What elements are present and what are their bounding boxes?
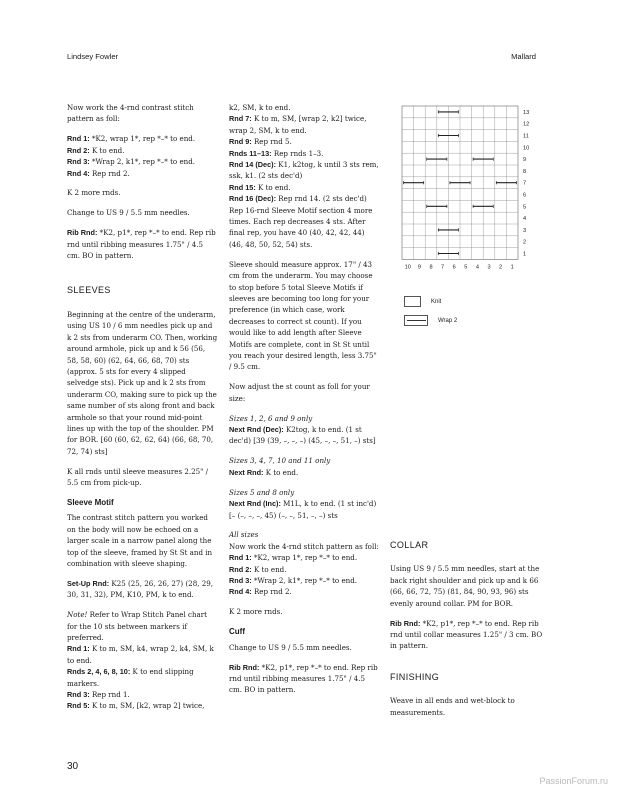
chart-row-label: 7 [523, 180, 527, 187]
chart-col-label: 1 [510, 264, 514, 271]
size-group-3 [229, 487, 380, 521]
chart-row-label: 2 [523, 239, 527, 246]
round-line [229, 193, 380, 204]
setup-round [67, 578, 218, 601]
round-text: *Wrap 2, k1*, rep *–* to end. [89, 157, 196, 167]
round-text: Rep rnd 2. [89, 168, 130, 178]
chart-col-label: 5 [464, 264, 468, 271]
page-number: 30 [67, 761, 79, 772]
round-line [229, 148, 380, 159]
column-right [390, 540, 545, 726]
round-text: *K2, wrap 1*, rep *–* to end. [251, 553, 358, 563]
chart-col-label: 10 [404, 264, 411, 271]
wrap-stitch-chart [400, 104, 540, 276]
motif-rounds [67, 609, 218, 712]
chart-row-label: 9 [523, 157, 527, 164]
collar-rib-round [390, 618, 545, 652]
chart-row-label: 11 [523, 133, 529, 140]
round-text: *Wrap 2, k1*, rep *–* to end. [251, 576, 358, 586]
finishing-heading: FINISHING [390, 671, 440, 682]
round-line [67, 666, 218, 689]
note-line [67, 609, 218, 643]
round-line [229, 552, 380, 563]
instruction-label: Next Rnd (Dec): [229, 425, 284, 435]
collar-paragraph: Using US 9 / 5.5 mm needles, start at the back right shoulder and pick up and k 66 (66, 66, 72, 75) (81, 84, 90, 93, 96) sts evenly around collar. PM for BOR. [390, 564, 540, 608]
chart-col-label: 8 [429, 264, 433, 271]
round-label: Rnds 11–13: [229, 148, 272, 158]
note-text: Refer to Wrap Stitch Panel chart for the 10 sts between markers if preferred. [67, 610, 208, 643]
chart-row-label: 6 [523, 192, 527, 199]
round-label: Rnd 1: [67, 644, 90, 654]
round-text: Rep rnd 5. [251, 137, 292, 147]
rib-label: Rib Rnd: [67, 228, 98, 238]
round-line [67, 689, 218, 700]
finishing-paragraph: Weave in all ends and wet-block to measurements. [390, 696, 515, 717]
round-line [229, 586, 380, 597]
round-text: K to m, SM, [k2, wrap 2] twice, [89, 701, 205, 711]
round-label: Rnd 16 (Dec): [229, 194, 277, 204]
round-text: Rep rnd 14. (2 sts dec'd) [276, 194, 367, 204]
size-heading: All sizes [229, 530, 259, 540]
round-line [67, 700, 218, 711]
contrast-rnds [67, 133, 218, 179]
legend-knit [404, 296, 441, 307]
round-text: Rep rnd 1. [89, 690, 130, 700]
instruction-text: M1L, k to end. (1 st inc'd) [– (–, –, –, 45) (–, –, 51, –, –) sts [229, 499, 377, 520]
note-label: Note! [67, 610, 88, 620]
chart-row-label: 3 [523, 227, 527, 234]
rib-text: *K2, p1*, rep *–* to end. Rep rib rnd until collar measures 1.25" / 3 cm. BO in pattern. [390, 618, 543, 651]
chart-col-label: 4 [475, 264, 479, 271]
round-label: Rnd 5: [67, 701, 90, 711]
round-text: K to end. [255, 182, 291, 192]
chart-col-label: 9 [417, 264, 421, 271]
round-line [67, 145, 218, 156]
round-line [67, 133, 218, 144]
round-text: K to end. [251, 564, 287, 574]
round-text: Rep rnd 2. [251, 587, 292, 597]
round-text: K1, k2tog, k until 3 sts rem, ssk, k1. (2 sts dec'd) [229, 160, 379, 181]
knit-symbol-icon [404, 296, 421, 307]
legend-wrap-label: Wrap 2 [438, 318, 458, 325]
round-line [229, 564, 380, 575]
instruction-label: Next Rnd (Inc): [229, 499, 281, 509]
chart-row-label: 1 [523, 251, 527, 258]
round-line [229, 102, 380, 113]
sleeves-paragraph: Beginning at the centre of the underarm, using US 10 / 6 mm needles pick up and k 2 sts from underarm CO. Then, working around armhole, pick up and k 56 (56, 58, 58, 60) (62, 64, 66, 68, 70) sts (approx. 5 sts for every 4 slipped selvedge sts). Pick up and k 2 sts from underarm CO, making sure to pick up the same number of sts along front and back armhole so that your round mid-point lines up with the top of the shoulder. PM for BOR. [60 (60, 62, 62, 64) (66, 68, 70, 72, 74) sts] [67, 309, 218, 456]
round-text: K to m, SM, [wrap 2, k2] twice, wrap 2, SM, k to end. [229, 114, 367, 135]
chart-row-label: 5 [523, 204, 527, 211]
round-label: Rnd 1: [229, 553, 252, 563]
round-text: K to end slipping markers. [67, 667, 194, 688]
round-line [229, 136, 380, 147]
round-label: Rnd 2: [229, 564, 252, 574]
sleeves-heading: SLEEVES [67, 285, 111, 296]
watermark: PassionForum.ru [539, 776, 608, 786]
round-text: *K2, wrap 1*, rep *–* to end. [89, 134, 196, 144]
round-label: Rnd 2: [67, 145, 90, 155]
round-line [67, 156, 218, 167]
round-text: K to end. [89, 145, 125, 155]
rib-text: *K2, p1*, rep *–* to end. Rep rib rnd until ribbing measures 1.75" / 4.5 cm. BO in pattern. [67, 228, 216, 261]
round-label: Rnd 3: [67, 690, 90, 700]
sleeve-rounds-cont [229, 102, 380, 250]
chart-row-label: 10 [523, 145, 530, 152]
round-label: Rnd 3: [229, 576, 252, 586]
round-text: Rep rnds 1–3. [271, 148, 324, 158]
sleeves-measure: K all rnds until sleeve measures 2.25" / 5.5 cm from pick-up. [67, 466, 209, 488]
all-sizes-group [229, 529, 380, 597]
size-group-2 [229, 455, 380, 478]
chart-col-label: 3 [487, 264, 491, 271]
collar-heading: COLLAR [390, 540, 429, 550]
intro-text: Now work the 4-rnd contrast stitch pattern as foll: [67, 103, 194, 124]
all-sizes-intro: Now work the 4-rnd stitch pattern as foll: [229, 541, 379, 551]
round-line [229, 182, 380, 193]
rib-round [67, 227, 218, 261]
rib-label: Rib Rnd: [390, 618, 421, 628]
more-rounds: K 2 more rnds. [229, 607, 283, 617]
cuff-rib-round [229, 662, 380, 696]
chart-row-label: 4 [523, 216, 527, 223]
size-heading: Sizes 1, 2, 6 and 9 only [229, 413, 313, 423]
round-line [229, 159, 380, 182]
chart-col-label: 7 [441, 264, 445, 271]
round-line [229, 575, 380, 586]
size-heading: Sizes 3, 4, 7, 10 and 11 only [229, 456, 331, 466]
setup-label: Set-Up Rnd: [67, 578, 110, 588]
cuff-needle-change: Change to US 9 / 5.5 mm needles. [229, 642, 352, 652]
size-instruction [229, 498, 380, 521]
header-title: Mallard [511, 52, 536, 61]
chart-col-label: 6 [452, 264, 456, 271]
chart-col-label: 2 [499, 264, 503, 271]
round-label: Rnd 1: [67, 134, 90, 144]
round-label: Rnd 7: [229, 114, 252, 124]
sleeve-motif-heading: Sleeve Motif [67, 497, 114, 507]
rib-text: *K2, p1*, rep *–* to end. Rep rib rnd until ribbing measures 1.75" / 4.5 cm. BO in pattern. [229, 662, 378, 695]
wrap-symbol-icon [404, 315, 428, 326]
round-line [229, 113, 380, 136]
size-instruction [229, 424, 380, 447]
round-label: Rnd 3: [67, 157, 90, 167]
round-line [67, 643, 218, 666]
round-label: Rnds 2, 4, 6, 8, 10: [67, 667, 131, 677]
round-label: Rnd 4: [67, 168, 90, 178]
size-heading: Sizes 5 and 8 only [229, 487, 295, 497]
cuff-heading: Cuff [229, 627, 245, 637]
chart-row-label: 8 [523, 168, 527, 175]
chart-row-label: 13 [523, 109, 530, 116]
round-label: Rnd 15: [229, 182, 256, 192]
round-label: Rnd 14 (Dec): [229, 160, 277, 170]
repeat-text: Rep 16-rnd Sleeve Motif section 4 more times. Each rep decreases 4 sts. After final rep, you have 40 (40, 42, 42, 44) (46, 48, 50, 52, 54) sts. [229, 205, 373, 249]
instruction-text: K to end. [263, 467, 299, 477]
needle-change: Change to US 9 / 5.5 mm needles. [67, 208, 190, 218]
legend-wrap [404, 315, 457, 326]
legend-knit-label: Knit [431, 299, 442, 306]
measure-paragraph: Sleeve should measure approx. 17" / 43 cm from the underarm. You may choose to stop before 5 total Sleeve Motifs if sleeves are becoming too long for your preference (in which case, work decreases to correct st count). If you would like to add length after Sleeve Motifs are complete, cont in St St until you reach your desired length, less 3.75" / 9.5 cm. [229, 259, 377, 372]
round-label: Rnd 9: [229, 137, 252, 147]
adjust-text: Now adjust the st count as foll for your size: [229, 382, 370, 403]
round-text: k2, SM, k to end. [229, 103, 291, 112]
round-text: K to m, SM, k4, wrap 2, k4, SM, k to end. [67, 644, 214, 665]
round-label: Rnd 4: [229, 587, 252, 597]
size-group-1 [229, 413, 380, 447]
more-rounds: K 2 more rnds. [67, 188, 121, 198]
instruction-text: K2tog, k to end. (1 st dec'd) [39 (39, –, –, –) (45, –, –, 51, –) sts] [229, 425, 376, 446]
column-middle [229, 102, 380, 704]
size-instruction [229, 467, 380, 478]
column-left [67, 102, 218, 712]
sleeve-motif-paragraph: The contrast stitch pattern you worked on the body will now be echoed on a larger scale in a narrow panel along the top of the sleeve, framed by St St and in combination with sleeve shaping. [67, 513, 213, 568]
round-line [67, 168, 218, 179]
setup-text: K25 (25, 26, 26, 27) (28, 29, 30, 31, 32), PM, K10, PM, k to end. [67, 578, 214, 600]
header-author: Lindsey Fowler [67, 52, 119, 61]
chart-row-label: 12 [523, 121, 530, 128]
instruction-label: Next Rnd: [229, 467, 264, 477]
rib-label: Rib Rnd: [229, 662, 260, 672]
